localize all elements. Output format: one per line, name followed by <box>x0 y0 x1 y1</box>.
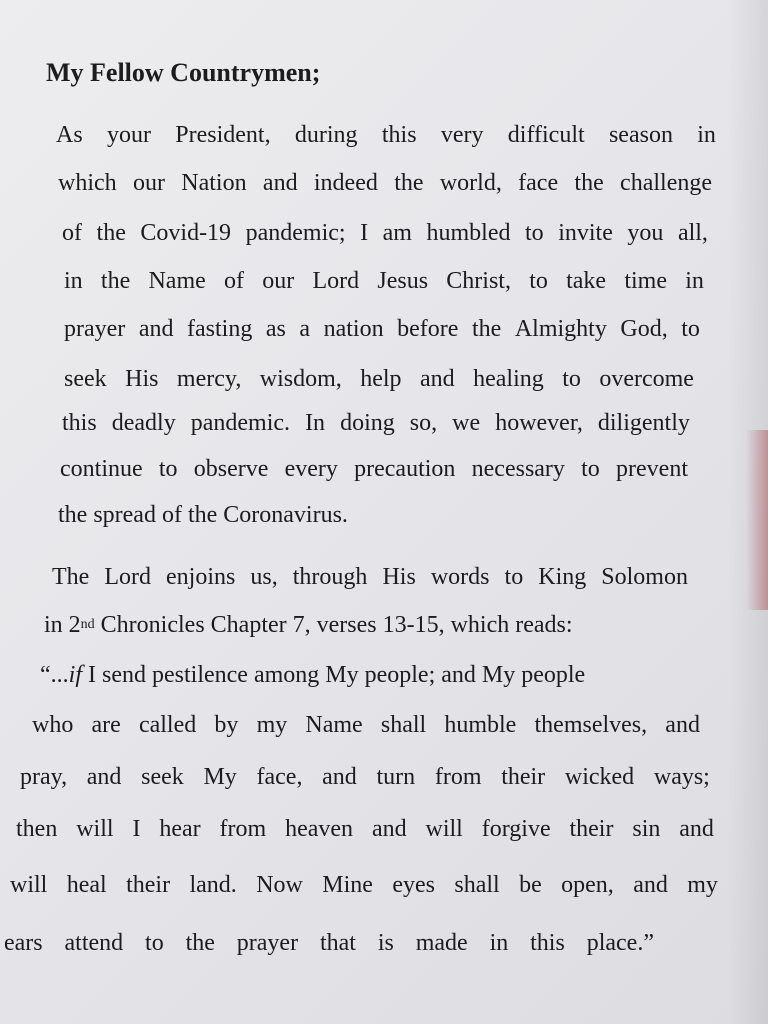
word: mercy, <box>176 366 242 392</box>
word: Name <box>305 712 363 738</box>
paragraph-2-line <box>10 870 718 900</box>
paragraph-2-line <box>32 710 700 740</box>
word: and <box>371 816 407 842</box>
paragraph-1-line <box>58 168 712 198</box>
word: deadly <box>111 410 176 436</box>
word: overcome <box>599 366 694 392</box>
word: attend <box>64 930 124 956</box>
word: to <box>562 366 581 392</box>
word: fasting <box>187 316 253 342</box>
word: pray, <box>20 764 68 790</box>
word: and <box>665 712 700 738</box>
word: prayer <box>64 316 126 342</box>
word: sin <box>632 816 661 842</box>
word: take <box>566 268 607 294</box>
paragraph-2-line <box>16 814 714 844</box>
paragraph-2-line <box>4 928 654 958</box>
word: a <box>299 316 311 342</box>
ordinal-suffix: nd <box>80 617 95 632</box>
word: King <box>538 564 587 590</box>
word: healing <box>473 366 544 392</box>
word: and <box>138 316 174 342</box>
word: who <box>32 712 74 738</box>
word: invite <box>558 220 613 246</box>
word: wicked <box>564 764 635 790</box>
word: President, <box>175 122 271 148</box>
word: we <box>452 410 481 436</box>
word: that <box>319 930 356 956</box>
word: to <box>158 456 178 482</box>
word: seek <box>64 366 107 392</box>
word: land. <box>189 872 237 898</box>
word: to <box>145 930 164 956</box>
word: Lord <box>104 564 151 590</box>
word: in <box>64 268 83 294</box>
word: to <box>681 316 700 342</box>
word: my <box>687 872 718 898</box>
word: our <box>262 268 295 294</box>
word: diligently <box>597 410 690 436</box>
word: will <box>10 872 48 898</box>
word: in <box>685 268 704 294</box>
word: to <box>581 456 600 482</box>
word: Now <box>256 872 303 898</box>
word: the <box>574 170 604 196</box>
word: I <box>132 816 141 842</box>
word: through <box>292 564 368 590</box>
word: from <box>434 764 482 790</box>
word: my <box>256 712 288 738</box>
quote-open: “... <box>40 662 69 688</box>
word: As <box>56 122 83 148</box>
word: wisdom, <box>259 366 342 392</box>
word: the <box>96 220 126 246</box>
word: God, <box>620 316 668 342</box>
word: this <box>62 410 97 436</box>
word: before <box>397 316 459 342</box>
word: and <box>633 872 668 898</box>
word: our <box>132 170 165 196</box>
word: season <box>608 122 673 148</box>
line-text: I send pestilence among My people; and My people <box>82 662 586 688</box>
word: nation <box>323 316 384 342</box>
word: turn <box>376 764 416 790</box>
word: prevent <box>616 456 688 482</box>
word: Nation <box>181 170 247 196</box>
word: face <box>518 170 559 196</box>
word: is <box>377 930 394 956</box>
word: and <box>322 764 357 790</box>
word: of <box>62 220 82 246</box>
word: ways; <box>653 764 710 790</box>
word: shall <box>454 872 500 898</box>
word: and <box>86 764 122 790</box>
word: very <box>440 122 484 148</box>
word: world, <box>439 170 502 196</box>
word: challenge <box>620 170 712 196</box>
word: this <box>381 122 417 148</box>
word: difficult <box>507 122 585 148</box>
word: Jesus <box>377 268 429 294</box>
word: My <box>203 764 237 790</box>
word: to <box>504 564 524 590</box>
word: Solomon <box>601 564 688 590</box>
word: called <box>138 712 197 738</box>
paragraph-2-line <box>44 610 710 640</box>
paragraph-1-line <box>64 364 694 394</box>
background-edge <box>746 430 768 610</box>
word: Lord <box>312 268 360 294</box>
word: His <box>382 564 416 590</box>
word: during <box>294 122 358 148</box>
line-text: in 2 <box>44 612 81 638</box>
word: all, <box>677 220 708 246</box>
paragraph-1-line <box>64 266 704 296</box>
word: the <box>394 170 424 196</box>
word: heal <box>66 872 107 898</box>
paragraph-2-line <box>40 660 694 690</box>
word: open, <box>561 872 614 898</box>
word: Mine <box>322 872 373 898</box>
word: doing <box>340 410 395 436</box>
paragraph-1-line <box>62 408 690 438</box>
word: to <box>525 220 544 246</box>
word: face, <box>256 764 303 790</box>
word: ears <box>4 930 43 956</box>
letter-salutation: My Fellow Countrymen; <box>46 58 321 87</box>
word: us, <box>250 564 278 590</box>
word: be <box>519 872 542 898</box>
word: to <box>529 268 548 294</box>
word: humble <box>444 712 517 738</box>
word: precaution <box>354 456 456 482</box>
word: heaven <box>285 816 354 842</box>
word: this <box>530 930 565 956</box>
word: am <box>382 220 412 246</box>
word: In <box>305 410 326 436</box>
word: every <box>284 456 338 482</box>
paragraph-1-line <box>62 218 708 248</box>
paragraph-1-line <box>56 120 716 150</box>
word: the <box>185 930 215 956</box>
word: I <box>360 220 369 246</box>
word: Christ, <box>446 268 511 294</box>
word: in <box>489 930 509 956</box>
italic-word: if <box>68 662 82 688</box>
word: by <box>214 712 239 738</box>
word: pandemic; <box>245 220 346 246</box>
word: pandemic. <box>190 410 291 436</box>
word: hear <box>159 816 201 842</box>
word: so, <box>409 410 438 436</box>
word: made <box>415 930 468 956</box>
word: The <box>52 564 90 590</box>
word: indeed <box>313 170 378 196</box>
word: however, <box>495 410 583 436</box>
word: words <box>430 564 490 590</box>
word: seek <box>141 764 184 790</box>
word: and <box>262 170 298 196</box>
word: prayer <box>236 930 299 956</box>
paragraph-2-line <box>20 762 710 792</box>
word: of <box>224 268 245 294</box>
word: and <box>679 816 714 842</box>
line-text: Chronicles Chapter 7, verses 13-15, which reads: <box>94 612 573 638</box>
word: are <box>91 712 121 738</box>
word: place.” <box>586 930 654 956</box>
word: themselves, <box>534 712 648 738</box>
word: you <box>627 220 664 246</box>
word: humbled <box>426 220 511 246</box>
word: necessary <box>471 456 565 482</box>
word: then <box>16 816 58 842</box>
word: as <box>265 316 286 342</box>
word: help <box>360 366 402 392</box>
word: the <box>100 268 131 294</box>
word: His <box>125 366 159 392</box>
word: continue <box>60 456 143 482</box>
paragraph-2-line <box>52 562 688 592</box>
word: their <box>569 816 614 842</box>
word: and <box>420 366 455 392</box>
word: from <box>219 816 267 842</box>
word: Covid-19 <box>140 220 232 246</box>
word: the <box>471 316 502 342</box>
word: will <box>76 816 114 842</box>
word: Name <box>148 268 206 294</box>
paragraph-1-line: the spread of the Coronavirus. <box>58 502 348 528</box>
word: forgive <box>481 816 551 842</box>
word: enjoins <box>166 564 236 590</box>
word: which <box>58 170 117 196</box>
word: will <box>425 816 463 842</box>
word: time <box>624 268 667 294</box>
word: shall <box>380 712 427 738</box>
word: their <box>126 872 171 898</box>
paragraph-1-line <box>64 314 700 344</box>
paragraph-1-line <box>60 454 688 484</box>
word: in <box>697 122 716 148</box>
word: Almighty <box>514 316 607 342</box>
word: your <box>106 122 151 148</box>
word: eyes <box>392 872 435 898</box>
word: their <box>501 764 546 790</box>
word: observe <box>193 456 269 482</box>
